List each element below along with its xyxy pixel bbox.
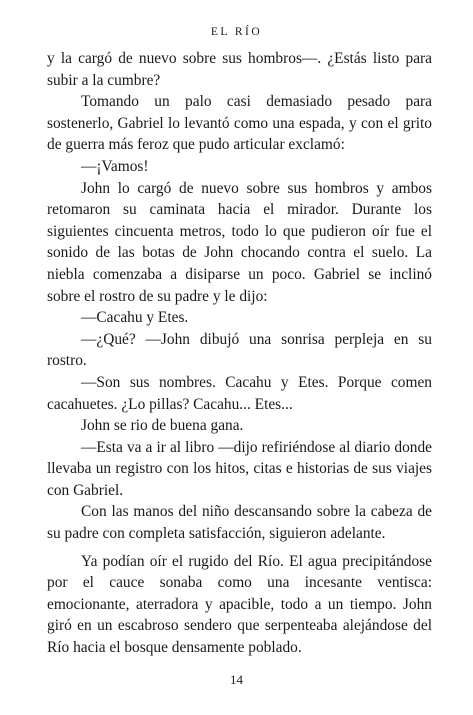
page-number: 14 xyxy=(230,672,243,687)
paragraph-6: —¿Qué? —John dibujó una sonrisa perpleja en su rostro. xyxy=(47,330,432,370)
body-text xyxy=(47,48,432,659)
paragraph-1: y la cargó de nuevo sobre sus hombros—. ¿Estás listo para subir a la cumbre? xyxy=(47,50,432,89)
paragraph-4: John lo cargó de nuevo sobre sus hombros y ambos retomaron su caminata hacia el mirador. Durante los siguientes cincuenta metros, todo lo que pudieron oír fue el sonido de las botas de John chocando contra el suelo. La niebla comenzaba a disiparse un poco. Gabriel se inclinó sobre el rostro de su padre y le dijo: xyxy=(47,179,432,305)
paragraph-5: —Cacahu y Etes. xyxy=(81,309,189,327)
paragraph-11: Ya podían oír el rugido del Río. El agua precipitándose por el cauce sonaba como una incesante ventisca: emocionante, aterradora y apacible, todo a un tiempo. John giró en un escabroso sendero que serpenteaba alejándose del Río hacia el bosque densamente poblado. xyxy=(47,552,432,657)
paragraph-3: —¡Vamos! xyxy=(81,157,149,175)
paragraph-2: Tomando un palo casi demasiado pesado para sostenerlo, Gabriel lo levantó como una espada, y con el grito de guerra más feroz que pudo articular exclamó: xyxy=(47,93,432,154)
paragraph-7: —Son sus nombres. Cacahu y Etes. Porque comen cacahuetes. ¿Lo pillas? Cacahu... Etes... xyxy=(47,373,432,413)
paragraph-9: —Esta va a ir al libro —dijo refiriéndose al diario donde llevaba un registro con los hitos, citas e historias de sus viajes con Gabriel. xyxy=(47,438,432,499)
paragraph-8: John se rio de buena gana. xyxy=(81,417,244,435)
paragraph-10: Con las manos del niño descansando sobre la cabeza de su padre con completa satisfacción, siguieron adelante. xyxy=(47,503,432,543)
running-head: EL RÍO xyxy=(210,26,263,38)
